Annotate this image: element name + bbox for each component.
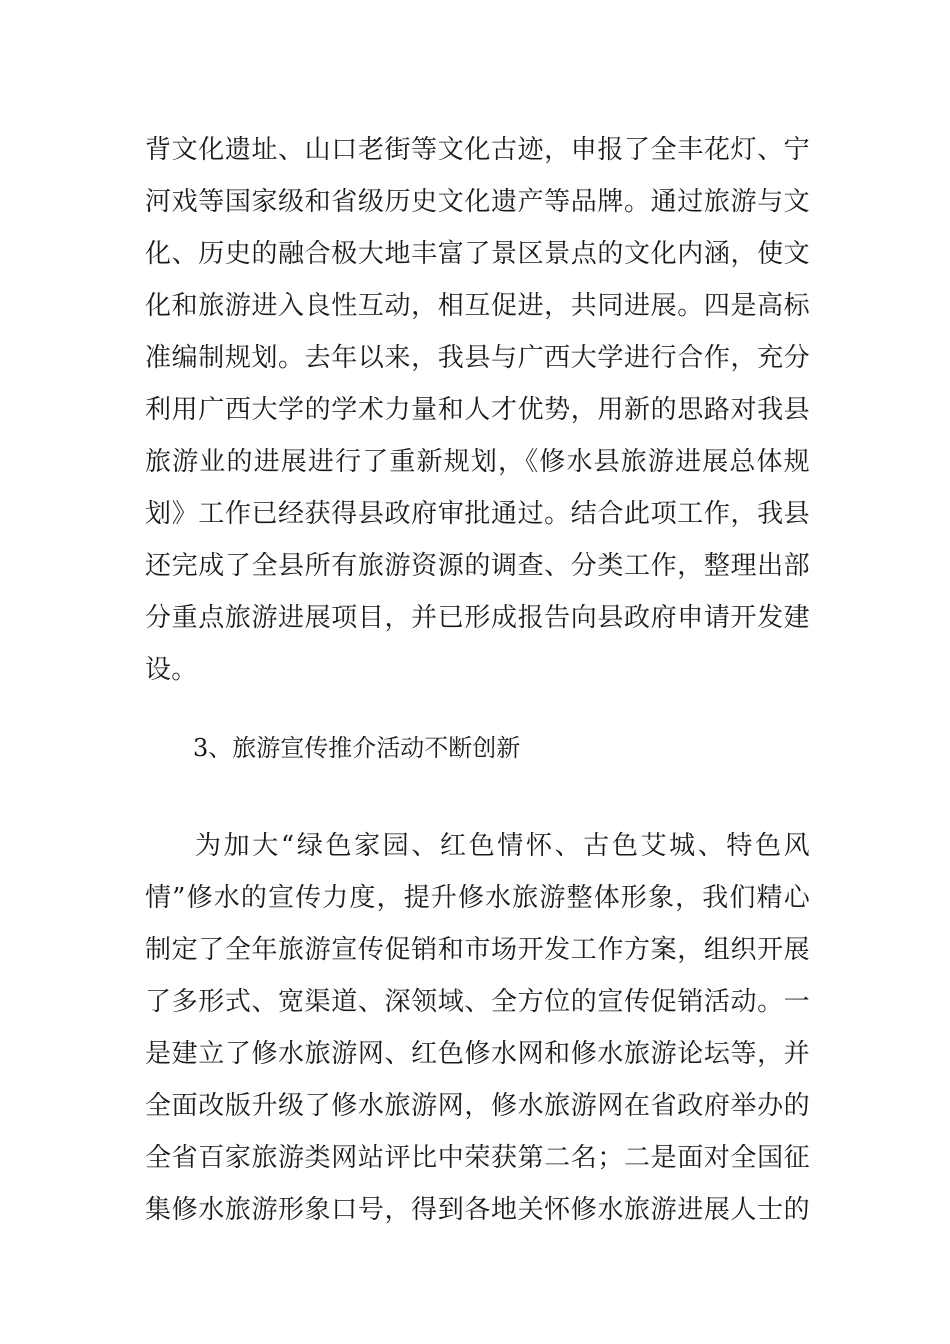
paragraph-line: 制定了全年旅游宣传促销和市场开发工作方案，组织开展 xyxy=(145,935,810,965)
paragraph-line: 设。 xyxy=(145,655,198,685)
paragraph-line: 全省百家旅游类网站评比中荣获第二名；二是面对全国征 xyxy=(145,1143,810,1173)
paragraph-line: 旅游业的进展进行了重新规划，《修水县旅游进展总体规 xyxy=(145,447,810,477)
paragraph-line: 化和旅游进入良性互动，相互促进，共同进展。四是高标 xyxy=(145,291,810,321)
paragraph-line: 情”修水的宣传力度，提升修水旅游整体形象，我们精心 xyxy=(145,883,810,913)
paragraph-line: 还完成了全县所有旅游资源的调查、分类工作，整理出部 xyxy=(145,551,810,581)
paragraph-line: 了多形式、宽渠道、深领域、全方位的宣传促销活动。一 xyxy=(145,987,810,1017)
paragraph-line: 准编制规划。去年以来，我县与广西大学进行合作，充分 xyxy=(145,343,810,373)
paragraph-line: 背文化遗址、山口老街等文化古迹，申报了全丰花灯、宁 xyxy=(145,135,810,165)
paragraph-line: 河戏等国家级和省级历史文化遗产等品牌。通过旅游与文 xyxy=(145,187,810,217)
paragraph-line: 是建立了修水旅游网、红色修水网和修水旅游论坛等，并 xyxy=(145,1039,810,1069)
paragraph-line: 全面改版升级了修水旅游网，修水旅游网在省政府举办的 xyxy=(145,1091,810,1121)
paragraph-line: 化、历史的融合极大地丰富了景区景点的文化内涵，使文 xyxy=(145,239,810,269)
paragraph-line: 集修水旅游形象口号，得到各地关怀修水旅游进展人士的 xyxy=(145,1195,810,1225)
paragraph-line: 划》工作已经获得县政府审批通过。结合此项工作，我县 xyxy=(145,499,810,529)
paragraph-line: 利用广西大学的学术力量和人才优势，用新的思路对我县 xyxy=(145,395,810,425)
section-heading: 3、旅游宣传推介活动不断创新 xyxy=(193,734,521,762)
paragraph-line: 分重点旅游进展项目，并已形成报告向县政府申请开发建 xyxy=(145,603,810,633)
paragraph-line: 为加大“绿色家园、红色情怀、古色艾城、特色风 xyxy=(195,831,810,861)
